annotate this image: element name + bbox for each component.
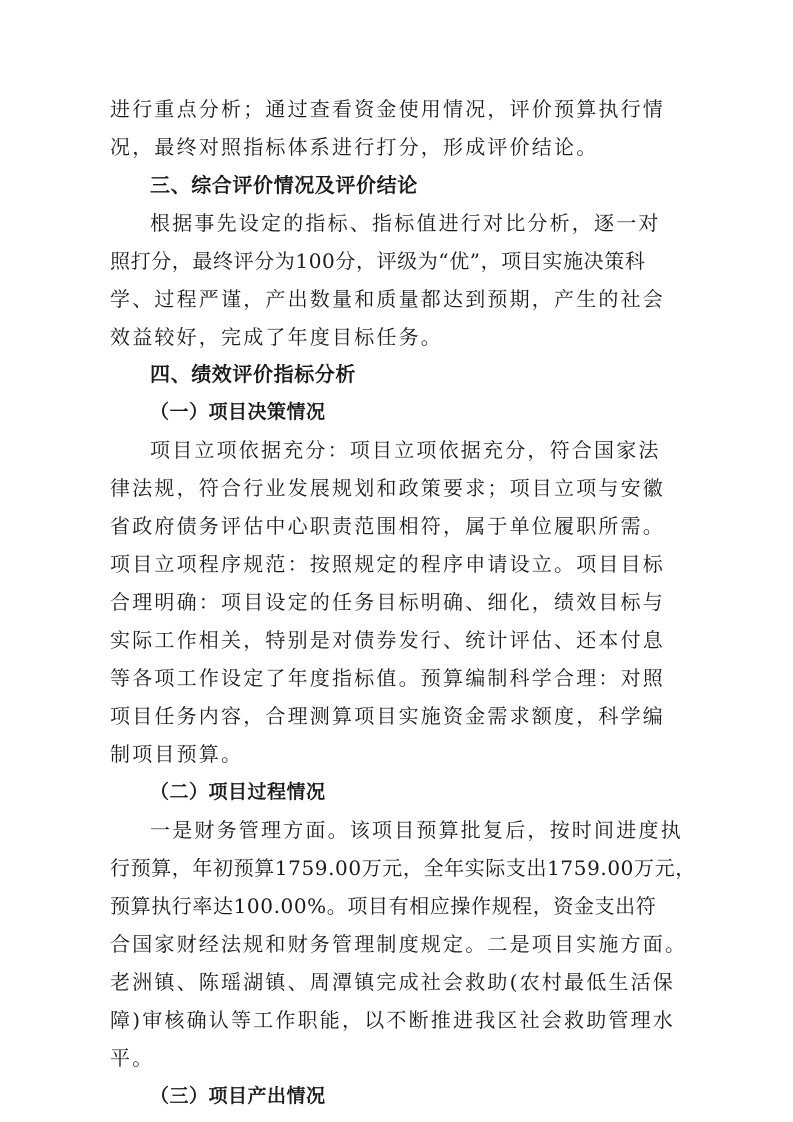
body-text-line: 省政府债务评估中心职责范围相符，属于单位履职所需。 xyxy=(110,514,665,538)
body-text-line: 预算执行率达100.00%。项目有相应操作规程，资金支出符 xyxy=(110,894,657,918)
subsection-heading-1: （一）项目决策情况 xyxy=(150,401,326,423)
body-text-line: 学、过程严谨，产出数量和质量都达到预期，产生的社会 xyxy=(110,287,665,311)
body-text-line: 合国家财经法规和财务管理制度规定。二是项目实施方面。 xyxy=(110,932,688,956)
body-text-line: 根据事先设定的指标、指标值进行对比分析，逐一对 xyxy=(150,211,661,235)
body-text-line: 实际工作相关，特别是对债券发行、统计评估、还本付息 xyxy=(110,628,665,652)
body-text-line: 老洲镇、陈瑶湖镇、周潭镇完成社会救助(农村最低生活保 xyxy=(110,970,676,994)
section-heading-3: 三、综合评价情况及评价结论 xyxy=(150,173,418,197)
body-text-line: 障)审核确认等工作职能，以不断推进我区社会救助管理水 xyxy=(110,1008,676,1032)
subsection-heading-2: （二）项目过程情况 xyxy=(150,781,326,803)
body-text-line: 一是财务管理方面。该项目预算批复后，按时间进度执 xyxy=(150,818,683,842)
body-text-line: 项目任务内容，合理测算项目实施资金需求额度，科学编 xyxy=(110,704,665,728)
body-text-line: 照打分，最终评分为100分，评级为“优”，项目实施决策科 xyxy=(110,249,646,273)
body-text-line: 制项目预算。 xyxy=(110,742,244,766)
body-text-line: 行预算，年初预算1759.00万元，全年实际支出1759.00万元， xyxy=(110,856,696,880)
subsection-heading-3: （三）项目产出情况 xyxy=(150,1085,326,1107)
section-heading-4: 四、绩效评价指标分析 xyxy=(150,362,356,386)
body-text-line: 项目立项程序规范：按照规定的程序申请设立。项目目标 xyxy=(110,552,665,576)
body-text-line: 效益较好，完成了年度目标任务。 xyxy=(110,325,443,349)
body-text-line: 合理明确：项目设定的任务目标明确、细化，绩效目标与 xyxy=(110,590,665,614)
body-text-line: 律法规，符合行业发展规划和政策要求；项目立项与安徽 xyxy=(110,476,665,500)
body-text-line: 平。 xyxy=(110,1046,155,1070)
body-text-line: 况，最终对照指标体系进行打分，形成评价结论。 xyxy=(110,135,599,159)
body-text-line: 进行重点分析；通过查看资金使用情况，评价预算执行情 xyxy=(110,97,665,121)
body-text-line: 等各项工作设定了年度指标值。预算编制科学合理：对照 xyxy=(110,666,665,690)
body-text-line: 项目立项依据充分：项目立项依据充分，符合国家法 xyxy=(150,438,661,462)
